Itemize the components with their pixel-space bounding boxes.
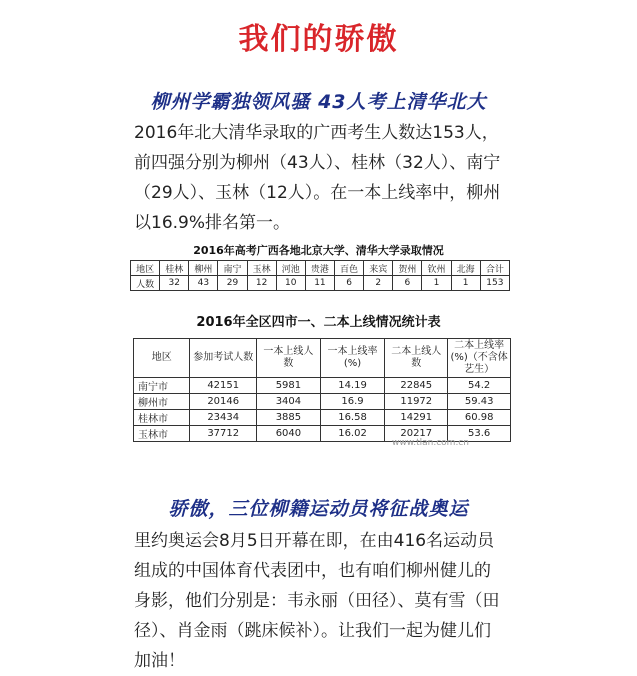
table-header-row <box>134 339 511 378</box>
page-title: 我们的骄傲 <box>238 22 399 57</box>
table-cell: 3404 <box>256 394 320 410</box>
table-cell: 桂林 <box>160 261 189 276</box>
table-cell: 2 <box>364 276 393 291</box>
section1-paragraph: 2016年北大清华录取的广西考生人数达153人，前四强分别为柳州（43人）、桂林（32人）、南宁（29人）、玉林（12人）。在一本上线率中，柳州以16.9%排名第一。 <box>134 123 501 233</box>
column-header: 地区 <box>134 339 190 378</box>
table-cell: 1 <box>422 276 451 291</box>
section1-subtitle: 柳州学霸独领风骚 43人考上清华北大 <box>150 91 487 113</box>
table-cell: 南宁 <box>218 261 247 276</box>
table-cell: 20217 <box>385 426 448 442</box>
table-cell: 1 <box>451 276 480 291</box>
table-cell: 37712 <box>190 426 257 442</box>
table-row <box>134 394 511 410</box>
table-cell: 14291 <box>385 410 448 426</box>
table-cell: 16.9 <box>320 394 384 410</box>
table-cell: 16.58 <box>320 410 384 426</box>
table-cell: 20146 <box>190 394 257 410</box>
table-cell: 玉林市 <box>134 426 190 442</box>
table-cell: 11972 <box>385 394 448 410</box>
table-cell: 3885 <box>256 410 320 426</box>
table-cell: 43 <box>189 276 218 291</box>
table-row <box>134 410 511 426</box>
table-row <box>134 378 511 394</box>
table-cell: 12 <box>247 276 276 291</box>
table-cell: 钦州 <box>422 261 451 276</box>
table-cell: 53.6 <box>448 426 511 442</box>
table-cell: 南宁市 <box>134 378 190 394</box>
table-cell: 玉林 <box>247 261 276 276</box>
table-cell: 贺州 <box>393 261 422 276</box>
table-cell: 29 <box>218 276 247 291</box>
table-cell: 54.2 <box>448 378 511 394</box>
table-cell: 10 <box>276 276 305 291</box>
table2-title: 2016年全区四市一、二本上线情况统计表 <box>196 315 441 330</box>
table-cell: 16.02 <box>320 426 384 442</box>
column-header: 一本上线人数 <box>256 339 320 378</box>
table-cell: 6 <box>334 276 363 291</box>
table-cell: 合计 <box>480 261 509 276</box>
table-cell: 42151 <box>190 378 257 394</box>
column-header: 二本上线率(%)（不含体艺生） <box>448 339 511 378</box>
table-cell: 59.43 <box>448 394 511 410</box>
table1-title: 2016年高考广西各地北京大学、清华大学录取情况 <box>193 244 444 257</box>
table-cell: 来宾 <box>364 261 393 276</box>
table-row <box>131 261 510 276</box>
table-cell: 百色 <box>334 261 363 276</box>
table-cell: 5981 <box>256 378 320 394</box>
admission-table <box>130 260 510 291</box>
table-cell: 60.98 <box>448 410 511 426</box>
section2-subtitle: 骄傲，三位柳籍运动员将征战奥运 <box>168 498 469 520</box>
table-cell: 柳州 <box>189 261 218 276</box>
table-cell: 贵港 <box>305 261 334 276</box>
table-cell: 22845 <box>385 378 448 394</box>
table-row <box>131 276 510 291</box>
table-cell: 地区 <box>131 261 160 276</box>
table-cell: 桂林市 <box>134 410 190 426</box>
enrollment-stats-table <box>133 338 511 442</box>
table-cell: 6040 <box>256 426 320 442</box>
table-cell: 32 <box>160 276 189 291</box>
table-cell: 153 <box>480 276 509 291</box>
table-cell: 23434 <box>190 410 257 426</box>
table-cell: 6 <box>393 276 422 291</box>
table-cell: 11 <box>305 276 334 291</box>
table-cell: 14.19 <box>320 378 384 394</box>
table-cell: 河池 <box>276 261 305 276</box>
column-header: 二本上线人数 <box>385 339 448 378</box>
column-header: 参加考试人数 <box>190 339 257 378</box>
table-cell: 柳州市 <box>134 394 190 410</box>
table-cell: 人数 <box>131 276 160 291</box>
table-cell: 北海 <box>451 261 480 276</box>
watermark: www.tlan.com.cn <box>392 438 469 448</box>
column-header: 一本上线率(%) <box>320 339 384 378</box>
section2-paragraph: 里约奥运会8月5日开幕在即，在由416名运动员组成的中国体育代表团中，也有咱们柳州健儿的身影，他们分别是：韦永丽（田径）、莫有雪（田径）、肖金雨（跳床候补）。让我们一起为健儿们加油！ <box>134 531 500 671</box>
